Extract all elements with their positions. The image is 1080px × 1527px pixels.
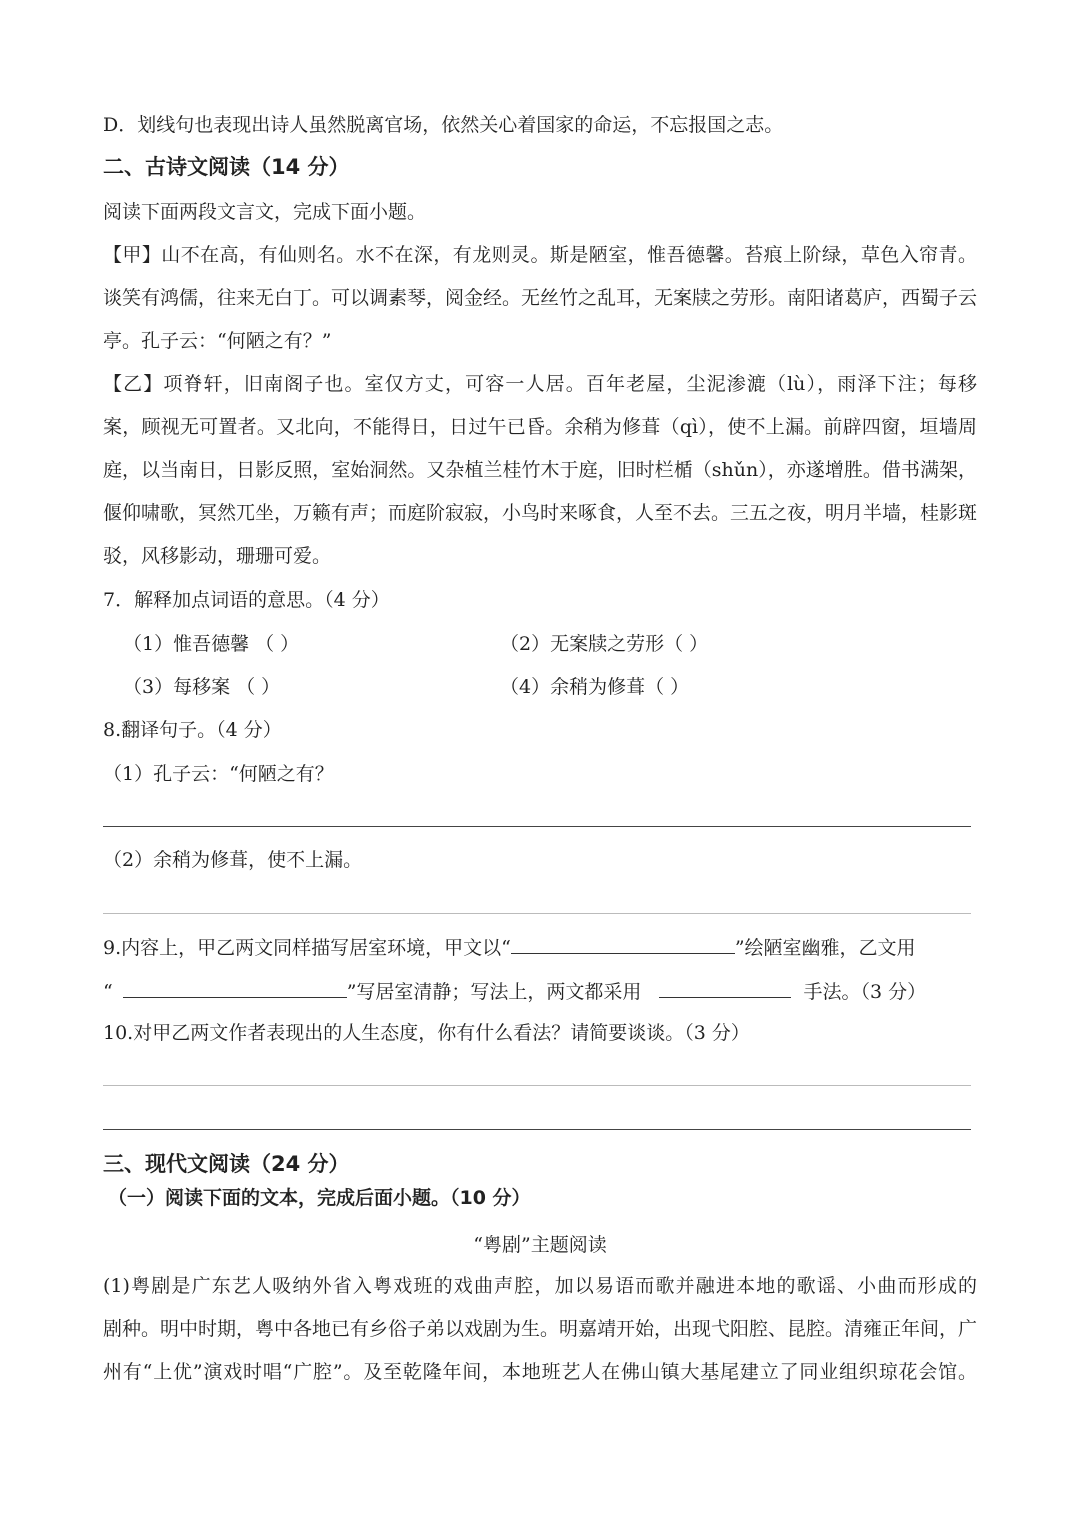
article-para-line-3: 州有“上优”演戏时唱“广腔”。及至乾隆年间，本地班艺人在佛山镇大基尾建立了同业组织琼花会馆。: [103, 1361, 977, 1383]
section3-subheading: （一）阅读下面的文本，完成后面小题。（10 分）: [108, 1187, 531, 1209]
article-para-line-2: 剧种。明中时期，粤中各地已有乡俗子弟以戏剧为生。明嘉靖开始，出现弋阳腔、昆腔。清雍正年间，广: [103, 1318, 978, 1340]
q9-line2-quote: “: [103, 981, 113, 1003]
q7-item-4: （4）余稍为修葺（ ）: [500, 676, 690, 698]
q7-item-1: （1）惟吾德馨 （ ）: [123, 633, 300, 655]
q8-stem: 8.翻译句子。（4 分）: [103, 719, 282, 741]
q7-item-3: （3）每移案 （ ）: [123, 676, 281, 698]
answer-line-q10-2[interactable]: [103, 1129, 971, 1130]
q7-item-2: （2）无案牍之劳形（ ）: [500, 633, 709, 655]
section2-instruction: 阅读下面两段文言文，完成下面小题。: [103, 201, 427, 223]
q9-blank-3[interactable]: [659, 977, 791, 998]
section3-heading: 三、现代文阅读（24 分）: [103, 1152, 350, 1176]
q9-line1-text-a: 9.内容上，甲乙两文同样描写居室环境，甲文以“: [103, 937, 511, 959]
yi-line-1: 【乙】项脊轩，旧南阁子也。室仅方丈，可容一人居。百年老屋，尘泥渗漉（lù），雨泽下注；每移: [103, 373, 977, 395]
yi-line-3: 庭，以当南日，日影反照，室始洞然。又杂植兰桂竹木于庭，旧时栏楯（shǔn），亦遂增胜。借书满架，: [103, 459, 977, 481]
q9-blank-2[interactable]: [123, 977, 347, 998]
article-para-line-1: (1)粤剧是广东艺人吸纳外省入粤戏班的戏曲声腔，加以易语而歌并融进本地的歌谣、小曲而形成的: [103, 1275, 977, 1297]
q9-line1-text-b: ”绘陋室幽雅，乙文用: [734, 937, 916, 959]
q9-line2-text-c: 手法。（3 分）: [803, 981, 927, 1003]
q7-stem: 7．解释加点词语的意思。（4 分）: [103, 589, 390, 611]
q10-stem: 10.对甲乙两文作者表现出的人生态度，你有什么看法？请简要谈谈。（3 分）: [103, 1022, 750, 1044]
article-title: “粤剧”主题阅读: [473, 1234, 607, 1256]
yi-line-2: 案，顾视无可置者。又北向，不能得日，日过午已昏。余稍为修葺（qì），使不上漏。前辟四窗，垣墙周: [103, 416, 977, 438]
yi-line-4: 偃仰啸歌，冥然兀坐，万籁有声；而庭阶寂寂，小鸟时来啄食，人至不去。三五之夜，明月半墙，桂影斑: [103, 502, 978, 524]
q9-blank-1[interactable]: [511, 933, 735, 954]
section2-heading: 二、古诗文阅读（14 分）: [103, 155, 350, 179]
option-d: D．划线句也表现出诗人虽然脱离官场，依然关心着国家的命运，不忘报国之志。: [103, 114, 784, 136]
jia-line-2: 谈笑有鸿儒，往来无白丁。可以调素琴，阅金经。无丝竹之乱耳，无案牍之劳形。南阳诸葛庐，西蜀子云: [103, 287, 978, 309]
q9-line2-text-b: ”写居室清静；写法上，两文都采用: [346, 981, 642, 1003]
jia-line-3: 亭。孔子云：“何陋之有？”: [103, 330, 332, 352]
answer-line-q8-1[interactable]: [103, 826, 971, 827]
q8-item-1: （1）孔子云：“何陋之有？: [103, 763, 334, 785]
yi-line-5: 驳，风移影动，珊珊可爱。: [103, 545, 332, 567]
q9-line-1: [103, 933, 977, 961]
jia-line-1: 【甲】山不在高，有仙则名。水不在深，有龙则灵。斯是陋室，惟吾德馨。苔痕上阶绿，草色入帘青。: [103, 244, 977, 266]
q9-line-2: [103, 977, 977, 1005]
q8-item-2: （2）余稍为修葺，使不上漏。: [103, 849, 363, 871]
answer-line-q8-2[interactable]: [103, 913, 971, 914]
answer-line-q10-1[interactable]: [103, 1085, 971, 1086]
